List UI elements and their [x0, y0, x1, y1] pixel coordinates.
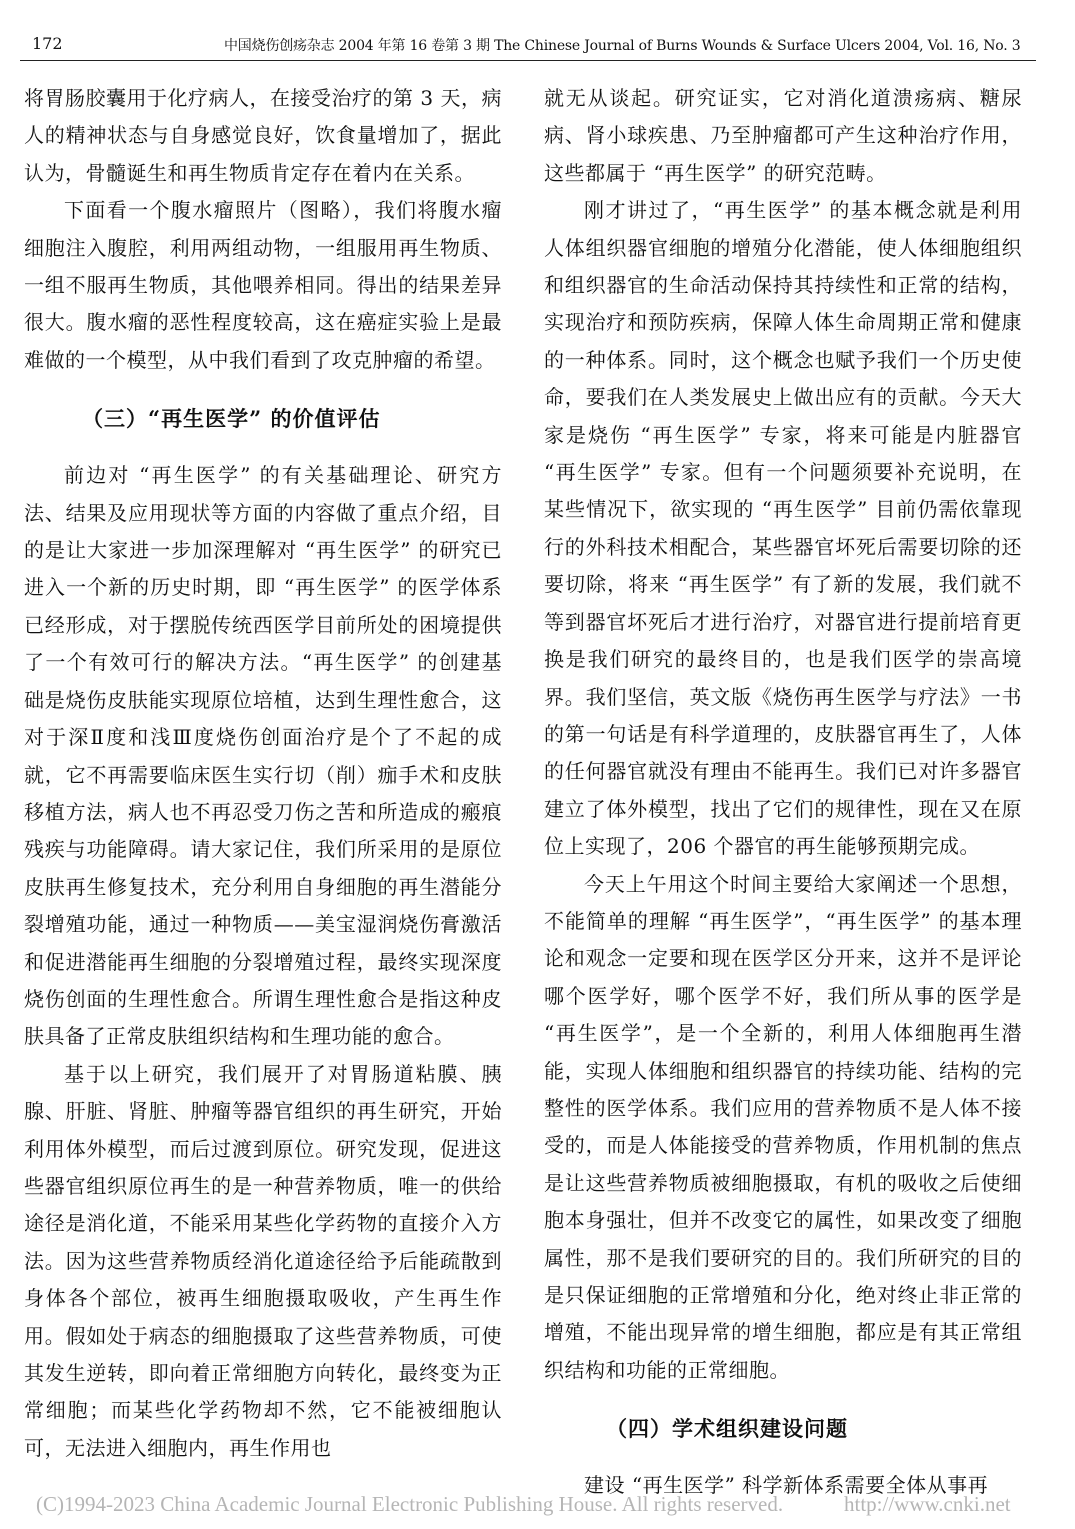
right-paragraph-2: 刚才讲过了，“再生医学” 的基本概念就是利用人体组织器官细胞的增殖分化潜能，使人体细胞组织和组织器官的生命活动保持其持续性和正常的结构，实现治疗和预防疾病，保障人体生命周期正常和健康的一种体系。同时，这个概念也赋予我们一个历史使命，要我们在人类发展史上做出应有的贡献。今天大家是烧伤 “再生医学” 专家，将来可能是内脏器官 “再生医学” 专家。但有一个问题须要补充说明，在某些情况下，欲实现的 “再生医学” 目前仍需依靠现行的外科技术相配合，某些器官坏死后需要切除的还要切除，将来 “再生医学” 有了新的发展，我们就不等到器官坏死后才进行治疗，对器官进行提前培育更换是我们研究的最终目的，也是我们医学的崇高境界。我们坚信，英文版《烧伤再生医学与疗法》一书的第一句话是有科学道理的，皮肤器官再生了，人体的任何器官就没有理由不能再生。我们已对许多器官建立了体外模型，找出了它们的规律性，现在又在原位上实现了，206 个器官的再生能够预期完成。 — [544, 198, 1022, 859]
left-paragraph-1: 将胃肠胶囊用于化疗病人，在接受治疗的第 3 天，病人的精神状态与自身感觉良好，饮食量增加了，据此认为，骨髓诞生和再生物质肯定存在着内在关系。 — [24, 86, 502, 185]
left-paragraph-4: 基于以上研究，我们展开了对胃肠道粘膜、胰腺、肝脏、肾脏、肿瘤等器官组织的再生研究，开始利用体外模型，而后过渡到原位。研究发现，促进这些器官组织原位再生的是一种营养物质，唯一的供给途径是消化道，不能采用某些化学药物的直接介入方法。因为这些营养物质经消化道途径给予后能疏散到身体各个部位，被再生细胞摄取吸收，产生再生作用。假如处于病态的细胞摄取了这些营养物质，可使其发生逆转，即向着正常细胞方向转化，最终变为正常细胞；而某些化学药物却不然，它不能被细胞认可，无法进入细胞内，再生作用也 — [24, 1061, 502, 1460]
left-column — [24, 80, 502, 1500]
section-heading-3: （三）“再生医学” 的价值评估 — [82, 406, 381, 432]
copyright-text: (C)1994-2023 China Academic Journal Electronic Publishing House. All rights reserved. — [36, 1492, 784, 1516]
page-number: 172 — [32, 34, 63, 53]
header-rule — [20, 60, 1036, 61]
right-column — [544, 80, 1022, 1500]
running-head — [24, 34, 1038, 56]
right-paragraph-3: 今天上午用这个时间主要给大家阐述一个思想，不能简单的理解 “再生医学”，“再生医学” 的基本理论和观念一定要和现在医学区分开来，这并不是评论哪个医学好，哪个医学不好，我们所从事的医学是 “再生医学”，是一个全新的，利用人体细胞再生潜能，实现人体细胞和组织器官的持续功能、结构的完整性的医学体系。我们应用的营养物质不是人体不接受的，而是人体能接受的营养物质，作用机制的焦点是让这些营养物质被细胞摄取，有机的吸收之后使细胞本身强壮，但并不改变它的属性，如果改变了细胞属性，那不是我们要研究的目的。我们所研究的目的是只保证细胞的正常增殖和分化，绝对终止非正常的增殖，不能出现异常的增生细胞，都应是有其正常组织结构和功能的正常细胞。 — [544, 871, 1022, 1382]
right-paragraph-4: 建设 “再生医学” 科学新体系需要全体从事再 — [584, 1473, 989, 1498]
copyright-watermark — [36, 1492, 1036, 1517]
right-paragraph-1: 就无从谈起。研究证实，它对消化道溃疡病、糖尿病、肾小球疾患、乃至肿瘤都可产生这种治疗作用，这些都属于 “再生医学” 的研究范畴。 — [544, 86, 1022, 185]
left-paragraph-2: 下面看一个腹水瘤照片（图略），我们将腹水瘤细胞注入腹腔，利用两组动物，一组服用再生物质、一组不服再生物质，其他喂养相同。得出的结果差异很大。腹水瘤的恶性程度较高，这在癌症实验上是最难做的一个模型，从中我们看到了攻克肿瘤的希望。 — [24, 198, 502, 372]
journal-citation: 中国烧伤创疡杂志 2004 年第 16 卷第 3 期 The Chinese Journal of Burns Wounds & Surface Ulcers 2004, Vol. 16, No. 3 — [224, 38, 1021, 54]
section-heading-4: （四）学术组织建设问题 — [606, 1416, 848, 1442]
left-paragraph-3: 前边对 “再生医学” 的有关基础理论、研究方法、结果及应用现状等方面的内容做了重点介绍，目的是让大家进一步加深理解对 “再生医学” 的研究已进入一个新的历史时期，即 “再生医学” 的医学体系已经形成，对于摆脱传统西医学目前所处的困境提供了一个有效可行的解决方法。“再生医学” 的创建基础是烧伤皮肤能实现原位培植，达到生理性愈合，这对于深Ⅱ度和浅Ⅲ度烧伤创面治疗是个了不起的成就，它不再需要临床医生实行切（削）痂手术和皮肤移植方法，病人也不再忍受刀伤之苦和所造成的瘢痕残疾与功能障碍。请大家记住，我们所采用的是原位皮肤再生修复技术，充分利用自身细胞的再生潜能分裂增殖功能，通过一种物质——美宝湿润烧伤膏激活和促进潜能再生细胞的分裂增殖过程，最终实现深度烧伤创面的生理性愈合。所谓生理性愈合是指这种皮肤具备了正常皮肤组织结构和生理功能的愈合。 — [24, 463, 502, 1049]
cnki-url: http://www.cnki.net — [844, 1492, 1011, 1516]
